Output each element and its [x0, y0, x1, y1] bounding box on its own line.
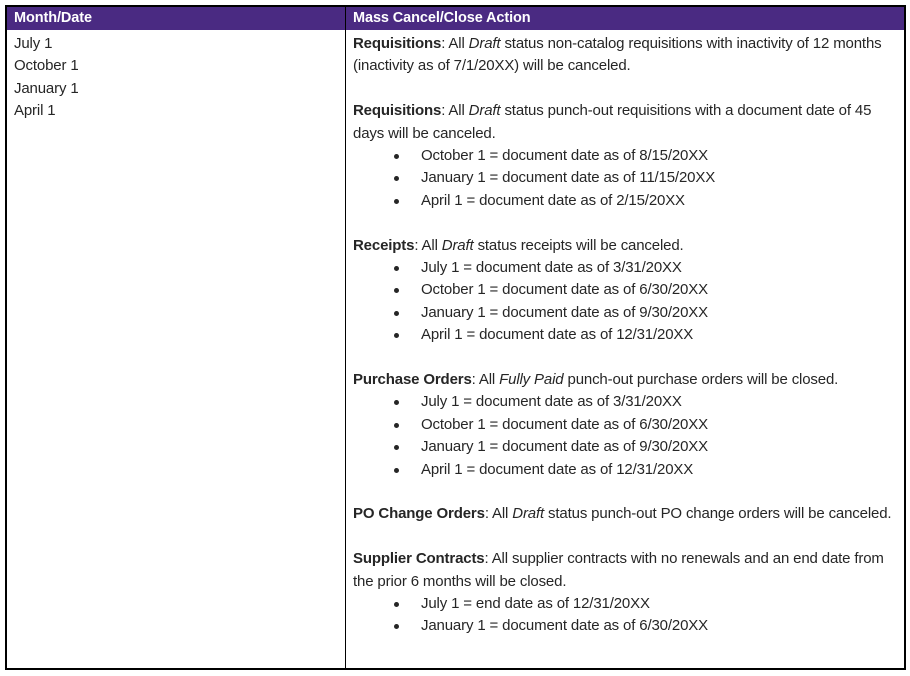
- action-term: PO Change Orders: [353, 505, 485, 523]
- date-bullet-item: January 1 = document date as of 11/15/20XX: [353, 167, 894, 189]
- action-term: Purchase Orders: [353, 371, 472, 389]
- table-body-row: [7, 30, 904, 668]
- date-bullet-item: April 1 = document date as of 12/31/20XX: [353, 459, 894, 481]
- status-name: Draft: [441, 236, 474, 254]
- action-section: [353, 369, 894, 481]
- date-bullet-item: July 1 = document date as of 3/31/20XX: [353, 391, 894, 413]
- action-section: [353, 33, 894, 78]
- action-term: Requisitions: [353, 102, 442, 120]
- status-name: Draft: [468, 102, 501, 120]
- action-term: Receipts: [353, 236, 415, 254]
- action-section: [353, 235, 894, 347]
- action-paragraph: [353, 33, 894, 78]
- action-paragraph: [353, 100, 894, 145]
- status-name: Draft: [512, 505, 545, 523]
- date-bullet-list: [353, 257, 894, 347]
- action-paragraph: [353, 235, 894, 257]
- mass-cancel-action-cell: [346, 30, 904, 668]
- action-text: : All: [471, 371, 500, 389]
- action-paragraph: [353, 548, 894, 593]
- action-text: : All: [414, 236, 442, 254]
- month-line: April 1: [14, 102, 56, 120]
- action-text: : All: [441, 35, 469, 52]
- date-bullet-item: July 1 = document date as of 3/31/20XX: [353, 257, 894, 279]
- month-date-cell: [7, 30, 346, 668]
- month-line: October 1: [14, 57, 79, 75]
- date-bullet-item: October 1 = document date as of 8/15/20XX: [353, 145, 894, 167]
- action-section: [353, 100, 894, 212]
- month-line: July 1: [14, 35, 53, 52]
- date-bullet-item: January 1 = document date as of 9/30/20XX: [353, 302, 894, 324]
- mass-cancel-schedule-table: [5, 5, 906, 670]
- month-line: January 1: [14, 79, 79, 97]
- date-bullet-item: January 1 = document date as of 9/30/20XX: [353, 436, 894, 458]
- action-paragraph: [353, 369, 894, 391]
- date-bullet-item: October 1 = document date as of 6/30/20XX: [353, 414, 894, 436]
- table-header-row: [7, 7, 904, 30]
- action-text: status punch-out PO change orders will be canceled.: [544, 505, 892, 523]
- column-header-mass-cancel-action: Mass Cancel/Close Action: [353, 10, 531, 26]
- date-bullet-item: October 1 = document date as of 6/30/20XX: [353, 279, 894, 301]
- date-bullet-list: [353, 391, 894, 481]
- status-name: Fully Paid: [499, 371, 564, 389]
- action-text: punch-out purchase orders will be closed.: [563, 371, 839, 389]
- date-bullet-item: April 1 = document date as of 2/15/20XX: [353, 190, 894, 212]
- action-term: Requisitions: [353, 35, 442, 52]
- action-text: : All supplier contracts with no renewals and an end date from the prior 6 months will be closed.: [353, 550, 884, 590]
- column-header-month-date: Month/Date: [7, 7, 346, 30]
- action-text: status receipts will be canceled.: [473, 236, 684, 254]
- action-term: Supplier Contracts: [353, 550, 485, 568]
- status-name: Draft: [468, 35, 501, 52]
- action-text: status non-catalog requisitions with inactivity of 12 months (inactivity as of 7/1/20XX) will be canceled.: [353, 35, 882, 75]
- action-section: [353, 548, 894, 638]
- action-paragraph: [353, 503, 894, 525]
- action-text: : All: [484, 505, 513, 523]
- action-section: [353, 503, 894, 525]
- date-bullet-list: [353, 593, 894, 638]
- date-bullet-item: July 1 = end date as of 12/31/20XX: [353, 593, 894, 615]
- action-text: status punch-out requisitions with a document date of 45 days will be canceled.: [353, 102, 872, 142]
- date-bullet-item: January 1 = document date as of 6/30/20XX: [353, 615, 894, 637]
- action-text: : All: [441, 102, 469, 120]
- date-bullet-item: April 1 = document date as of 12/31/20XX: [353, 324, 894, 346]
- date-bullet-list: [353, 145, 894, 212]
